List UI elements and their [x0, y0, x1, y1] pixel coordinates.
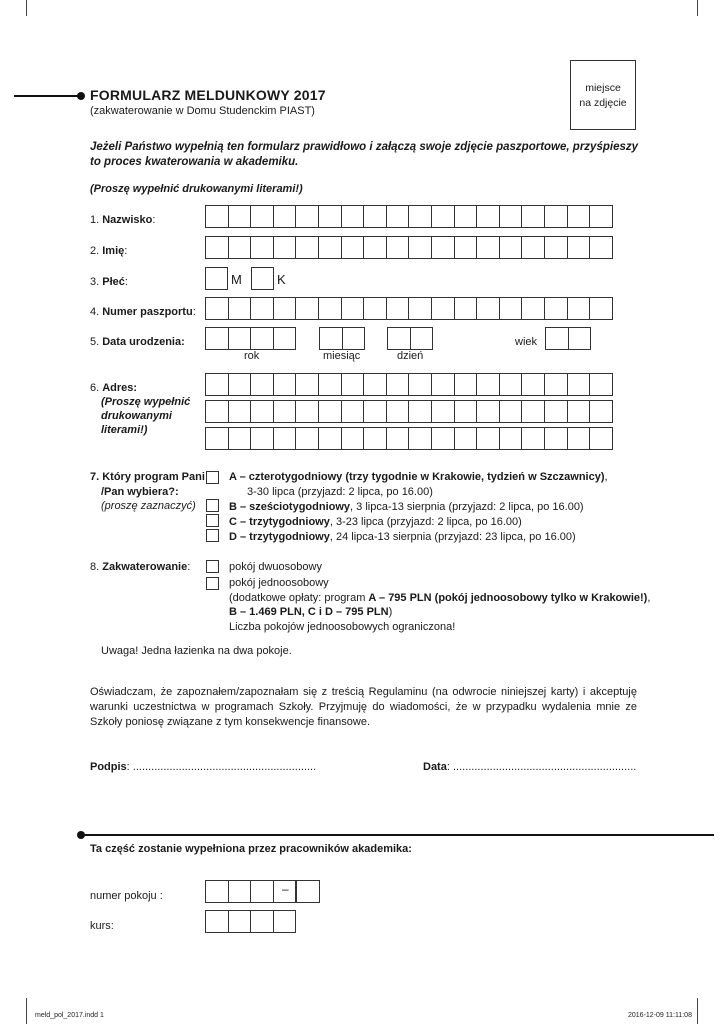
room-number-suffix-input[interactable] [296, 880, 320, 903]
address-note-1: (Proszę wypełnić [101, 396, 191, 408]
double-room-label: pokój dwuosobowy [229, 561, 322, 573]
age-label: wiek [515, 336, 538, 348]
program-a-checkbox[interactable] [206, 471, 219, 484]
form-title: FORMULARZ MELDUNKOWY 2017 [90, 87, 326, 103]
address-label: 6. Adres: [90, 382, 138, 394]
address-input-line3[interactable] [205, 427, 613, 450]
footer-file-name: meld_pol_2017.indd 1 [35, 1012, 104, 1019]
title-rule [14, 95, 80, 97]
intro-text: Jeżeli Państwo wypełnią ten formularz prawidłowo i załączą swoje zdjęcie paszportowe, przyśpieszy to proces kwaterowania w akademiku. [90, 141, 638, 168]
program-a-text: A – czterotygodniowy (trzy tygodnie w Krakowie, tydzień w Szczawnicy), [229, 471, 608, 483]
birth-year-input[interactable] [205, 327, 296, 350]
name-label: 2. Imię: [90, 245, 128, 257]
sex-label: 3. Płeć: [90, 276, 128, 288]
address-note-3: literami!) [101, 424, 148, 436]
sex-k-box[interactable] [251, 267, 274, 290]
address-note-2: drukowanymi [101, 410, 172, 422]
program-label-3: (proszę zaznaczyć) [101, 500, 196, 512]
birth-month-input[interactable] [319, 327, 365, 350]
single-room-label: pokój jednoosobowy [229, 577, 329, 589]
room-number-dash: – [282, 882, 289, 896]
sex-m-label: M [231, 272, 242, 287]
crop-mark [26, 0, 27, 16]
declaration-text: Oświadczam, że zapoznałem/zapoznałam się z treścią Regulaminu (na odwrocie niniejszej karty) i akceptuję warunki uczestnictwa w programach Szkoły. Przyjmuję do wiadomości, że w przypadku wydalenia mnie ze Szkoły poniosę związane z tym konsekwencje finansowe. [90, 686, 637, 728]
footer-timestamp: 2016-12-09 11:11:08 [628, 1012, 692, 1019]
address-input-line2[interactable] [205, 400, 613, 423]
photo-label-line1: miejsce [585, 82, 621, 94]
program-b-checkbox[interactable] [206, 499, 219, 512]
surname-label: 1. Nazwisko: [90, 214, 156, 226]
single-room-fee-1: (dodatkowe opłaty: program A – 795 PLN (pokój jednoosobowy tylko w Krakowie!), [229, 592, 651, 604]
surname-input[interactable] [205, 205, 613, 228]
staff-section-bullet [77, 831, 85, 839]
month-caption: miesiąc [323, 350, 361, 362]
program-a-dates: 3-30 lipca (przyjazd: 2 lipca, po 16.00) [247, 486, 433, 498]
passport-input[interactable] [205, 297, 613, 320]
age-input[interactable] [545, 327, 591, 350]
intro-note: (Proszę wypełnić drukowanymi literami!) [90, 183, 303, 195]
program-d-checkbox[interactable] [206, 529, 219, 542]
course-input[interactable] [205, 910, 296, 933]
staff-heading: Ta część zostanie wypełniona przez pracowników akademika: [90, 843, 412, 855]
birth-label: 5. Data urodzenia: [90, 336, 185, 348]
single-room-limit: Liczba pokojów jednoosobowych ograniczona! [229, 621, 456, 633]
day-caption: dzień [397, 350, 424, 362]
passport-label: 4. Numer paszportu: [90, 306, 196, 318]
name-input[interactable] [205, 236, 613, 259]
photo-placeholder [570, 60, 636, 130]
accommodation-label: 8. Zakwaterowanie: [90, 561, 191, 573]
program-b-text: B – sześciotygodniowy, 3 lipca-13 sierpnia (przyjazd: 2 lipca, po 16.00) [229, 501, 584, 513]
double-room-checkbox[interactable] [206, 560, 219, 573]
program-d-text: D – trzytygodniowy, 24 lipca-13 sierpnia (przyjazd: 23 lipca, po 16.00) [229, 531, 576, 543]
sex-m-box[interactable] [205, 267, 228, 290]
crop-mark [26, 998, 27, 1024]
crop-mark [697, 998, 698, 1024]
program-label-2: /Pan wybiera?: [101, 486, 179, 498]
program-label-1: 7. Który program Pani [90, 471, 205, 483]
program-c-text: C – trzytygodniowy, 3-23 lipca (przyjazd: 2 lipca, po 16.00) [229, 516, 522, 528]
address-input-line1[interactable] [205, 373, 613, 396]
sex-k-label: K [277, 272, 286, 287]
signature-field[interactable]: Podpis: ............................................................ [90, 761, 317, 773]
date-field[interactable]: Data: ............................................................ [423, 761, 637, 773]
staff-section-rule [82, 834, 714, 836]
program-c-checkbox[interactable] [206, 514, 219, 527]
form-subtitle: (zakwaterowanie w Domu Studenckim PIAST) [90, 105, 315, 117]
course-label: kurs: [90, 920, 114, 932]
birth-day-input[interactable] [387, 327, 433, 350]
title-bullet [77, 92, 85, 100]
single-room-checkbox[interactable] [206, 577, 219, 590]
room-number-label: numer pokoju : [90, 890, 163, 902]
bathroom-warning: Uwaga! Jedna łazienka na dwa pokoje. [101, 645, 292, 657]
single-room-fee-2: B – 1.469 PLN, C i D – 795 PLN) [229, 606, 393, 618]
year-caption: rok [244, 350, 260, 362]
crop-mark [697, 0, 698, 16]
photo-label-line2: na zdjęcie [579, 97, 627, 109]
